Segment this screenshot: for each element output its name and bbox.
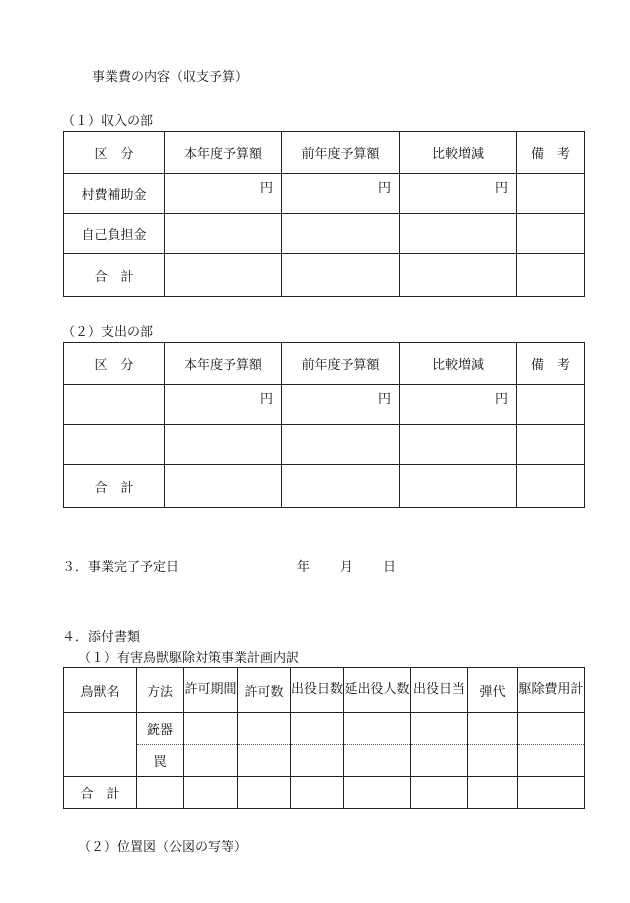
plan-table: [63, 667, 585, 809]
empty-cell: [165, 214, 282, 254]
yen-unit: 円: [165, 174, 282, 214]
header-ammo-cost: 弾代: [468, 668, 518, 713]
yen-unit: 円: [400, 385, 517, 425]
expense-heading: （２）支出の部: [62, 325, 154, 340]
empty-cell: [64, 385, 165, 425]
empty-cell: [165, 465, 282, 508]
row-label-village-subsidy: 村費補助金: [64, 174, 165, 214]
yen-unit: 円: [282, 385, 400, 425]
empty-cell: [184, 713, 238, 745]
empty-cell: [400, 425, 517, 465]
header-method: 方法: [137, 668, 184, 713]
empty-cell: [518, 777, 585, 809]
header-daily-allowance: 出役日当: [411, 668, 468, 713]
header-remarks: 備 考: [517, 132, 585, 174]
empty-cell: [282, 214, 400, 254]
empty-cell: [344, 713, 411, 745]
row-label-self-pay: 自己負担金: [64, 214, 165, 254]
yen-unit: 円: [282, 174, 400, 214]
income-heading: （１）収入の部: [62, 114, 154, 129]
header-total-workers: 延出役人数: [344, 668, 411, 713]
empty-cell: [400, 254, 517, 297]
attachment-sub1: （１）有害鳥獣駆除対策事業計画内訳: [78, 651, 300, 666]
empty-cell: [468, 745, 518, 777]
empty-cell: [282, 254, 400, 297]
header-difference: 比較増減: [400, 132, 517, 174]
header-work-days: 出役日数: [291, 668, 344, 713]
header-category: 区 分: [64, 132, 165, 174]
empty-cell: [184, 777, 238, 809]
empty-cell: [238, 745, 291, 777]
completion-label: ３．事業完了予定日: [62, 560, 180, 575]
empty-cell: [468, 777, 518, 809]
empty-cell: [400, 465, 517, 508]
header-permit-period: 許可期間: [184, 668, 238, 713]
empty-cell: [518, 713, 585, 745]
header-this-year-budget: 本年度予算額: [165, 132, 282, 174]
attachment-sub2: （２）位置図（公図の写等）: [78, 840, 248, 855]
header-difference: 比較増減: [400, 343, 517, 385]
empty-cell: [282, 465, 400, 508]
empty-cell: [184, 745, 238, 777]
animal-name-cell: [64, 713, 137, 777]
empty-cell: [411, 745, 468, 777]
completion-day-label: 日: [383, 560, 397, 575]
empty-cell: [517, 214, 585, 254]
attachments-heading: ４．添付書類: [62, 630, 141, 645]
method-gun: 銃器: [137, 713, 184, 745]
header-category: 区 分: [64, 343, 165, 385]
header-total-cost: 駆除費用計: [518, 668, 585, 713]
row-label-total: 合 計: [64, 465, 165, 508]
empty-cell: [238, 777, 291, 809]
yen-unit: 円: [400, 174, 517, 214]
completion-month-label: 月: [340, 560, 354, 575]
empty-cell: [517, 385, 585, 425]
row-label-total: 合 計: [64, 777, 137, 809]
section-title: 事業費の内容（収支予算）: [92, 70, 249, 85]
empty-cell: [344, 745, 411, 777]
header-this-year-budget: 本年度予算額: [165, 343, 282, 385]
empty-cell: [344, 777, 411, 809]
expense-table: [63, 342, 585, 508]
empty-cell: [137, 777, 184, 809]
header-last-year-budget: 前年度予算額: [282, 132, 400, 174]
empty-cell: [411, 777, 468, 809]
empty-cell: [517, 254, 585, 297]
empty-cell: [400, 214, 517, 254]
empty-cell: [411, 713, 468, 745]
empty-cell: [517, 174, 585, 214]
empty-cell: [165, 425, 282, 465]
header-animal-name: 鳥獣名: [64, 668, 137, 713]
yen-unit: 円: [165, 385, 282, 425]
empty-cell: [291, 777, 344, 809]
header-permit-count: 許可数: [238, 668, 291, 713]
income-table: [63, 131, 585, 297]
empty-cell: [165, 254, 282, 297]
empty-cell: [517, 425, 585, 465]
row-label-total: 合 計: [64, 254, 165, 297]
header-last-year-budget: 前年度予算額: [282, 343, 400, 385]
empty-cell: [517, 465, 585, 508]
empty-cell: [518, 745, 585, 777]
empty-cell: [282, 425, 400, 465]
empty-cell: [64, 425, 165, 465]
method-trap: 罠: [137, 745, 184, 777]
completion-year-label: 年: [297, 560, 311, 575]
empty-cell: [238, 713, 291, 745]
empty-cell: [291, 745, 344, 777]
header-remarks: 備 考: [517, 343, 585, 385]
empty-cell: [468, 713, 518, 745]
empty-cell: [291, 713, 344, 745]
